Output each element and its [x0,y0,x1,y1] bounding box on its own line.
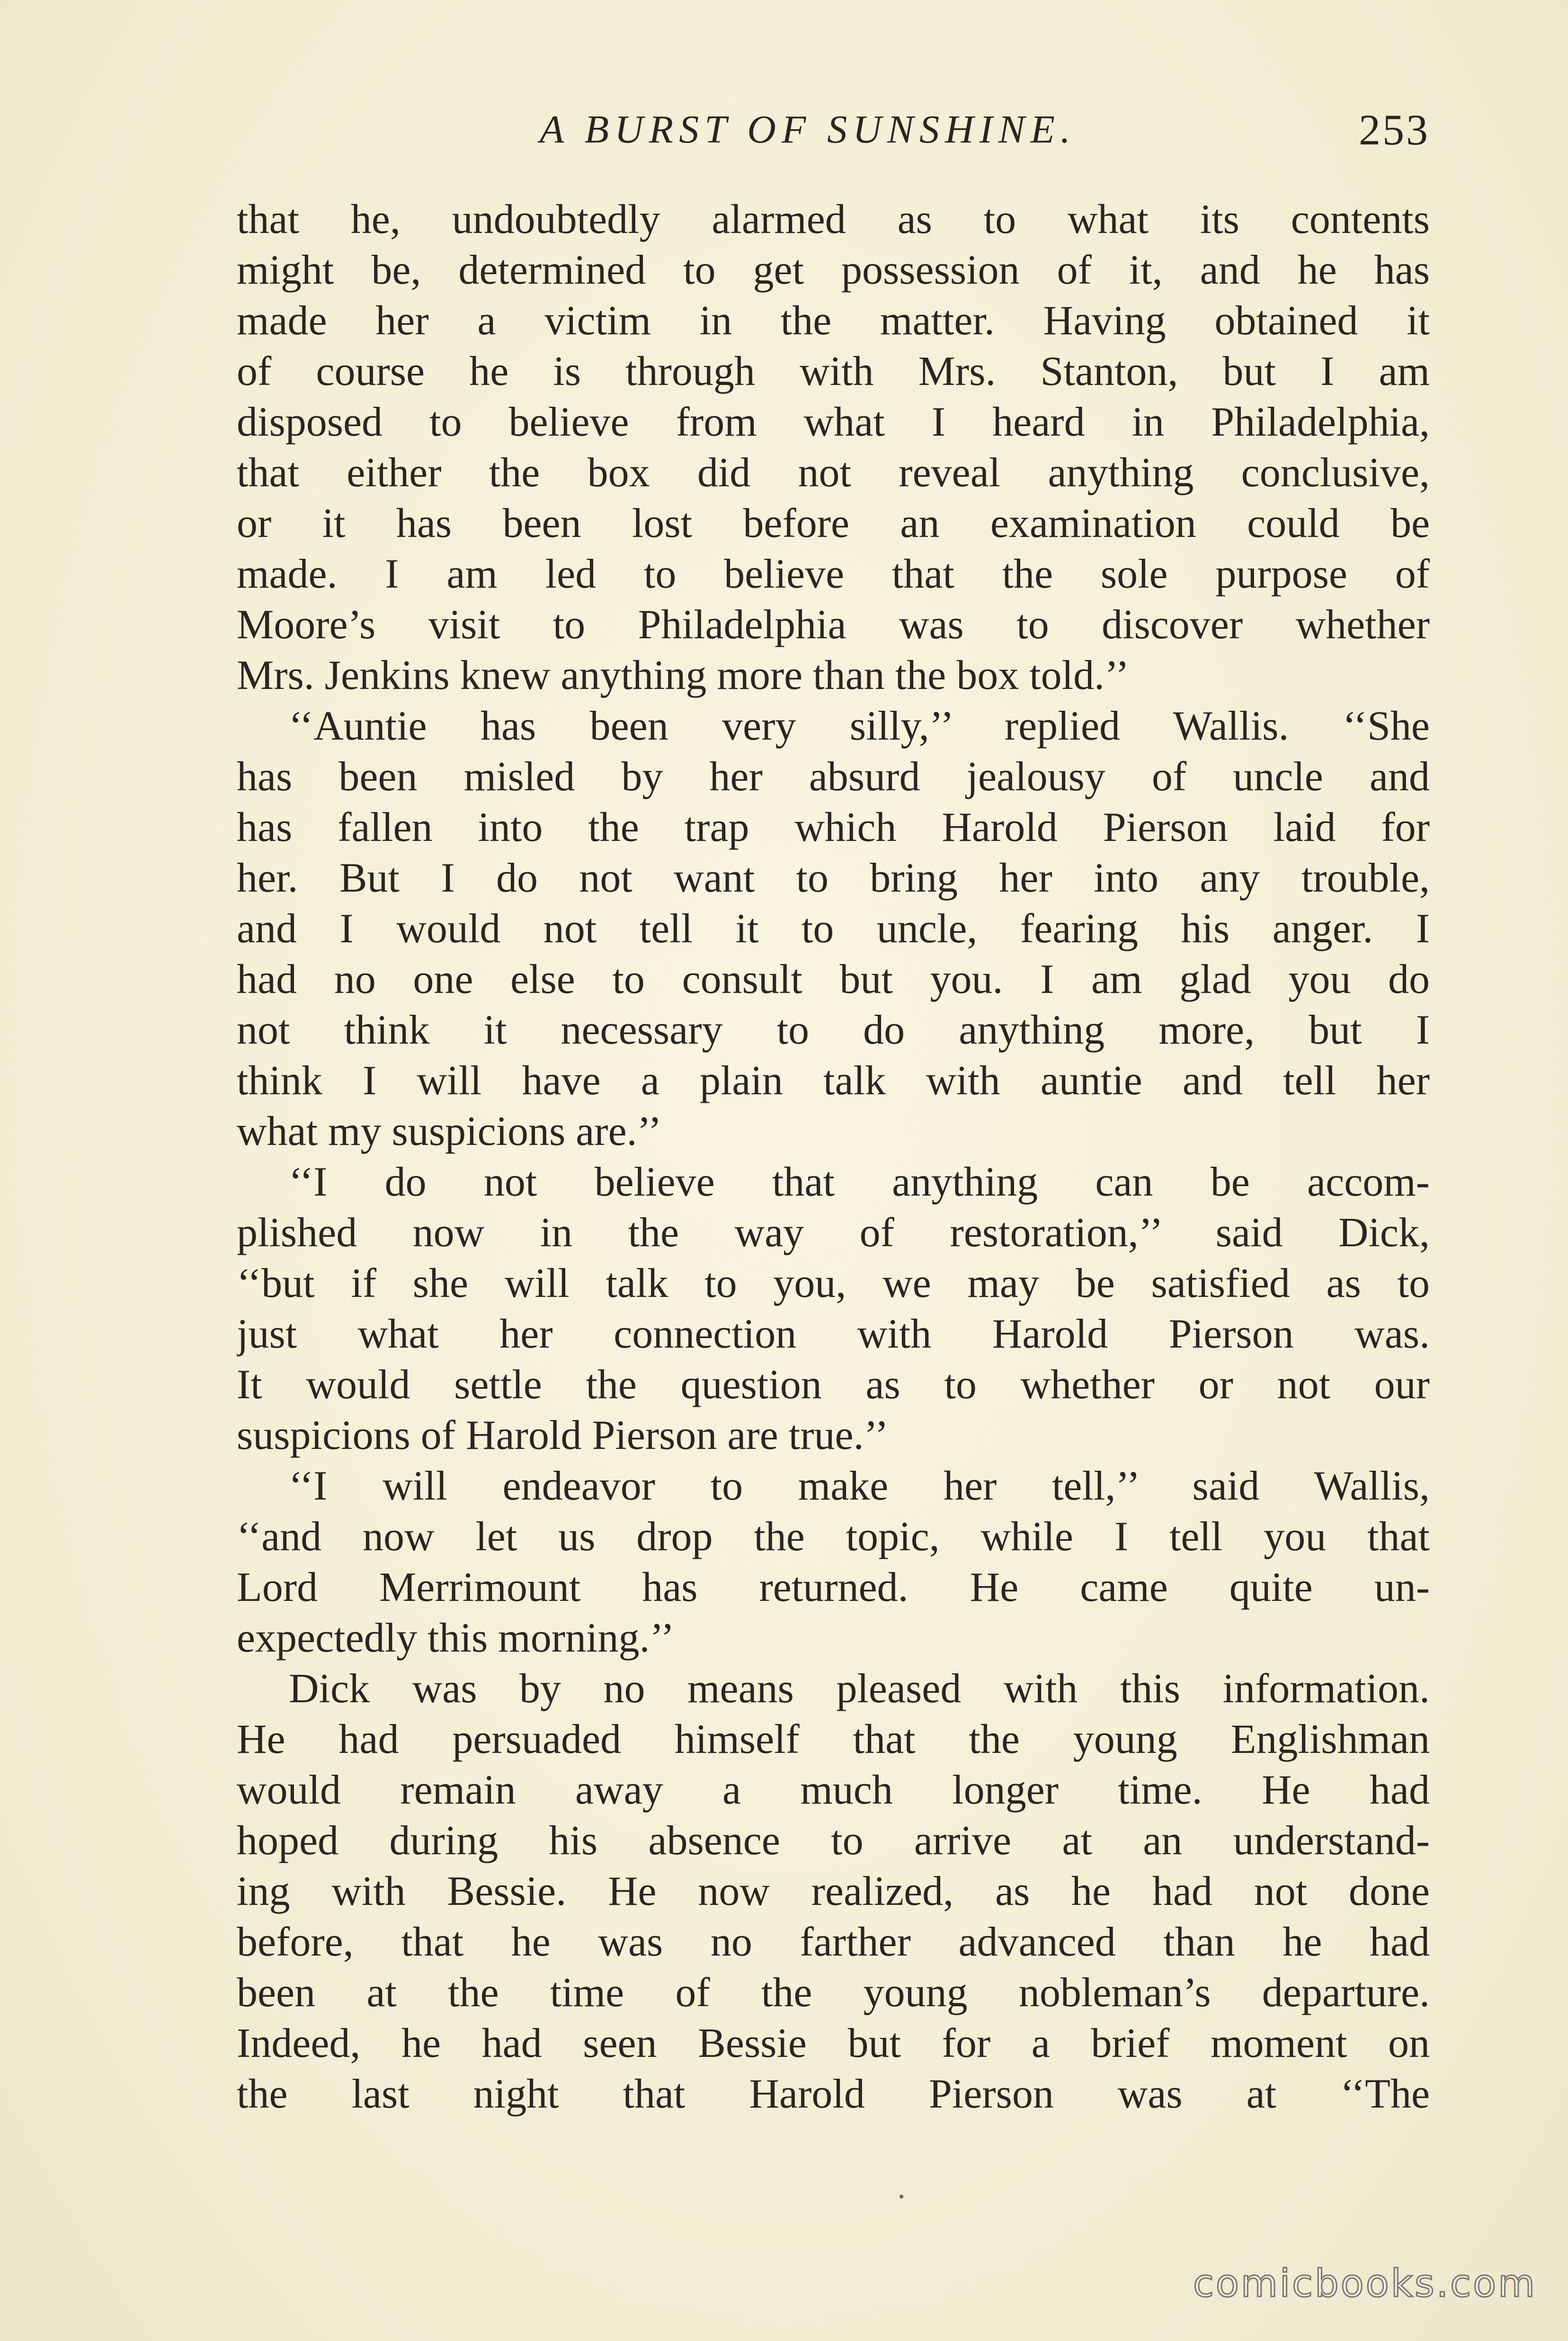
text-line: ing with Bessie. He now realized, as he had not done [237,1868,1430,1914]
text-line: ‘‘I will endeavor to make her tell,’’ said Wallis, [289,1463,1430,1509]
text-line: might be, determined to get possession of it, and he has [237,247,1430,293]
text-line: ‘‘I do not believe that anything can be accom- [289,1159,1430,1205]
text-line: ‘‘Auntie has been very silly,’’ replied Wallis. ‘‘She [289,703,1430,749]
text-line: Lord Merrimount has returned. He came quite un- [237,1564,1430,1610]
text-line: been at the time of the young nobleman’s departure. [237,1970,1430,2016]
text-line: before, that he was no farther advanced than he had [237,1919,1430,1965]
text-line: plished now in the way of restoration,’’ said Dick, [237,1210,1430,1256]
text-line: made. I am led to believe that the sole purpose of [237,551,1430,597]
text-line: ‘‘and now let us drop the topic, while I tell you that [237,1514,1430,1560]
text-line: Dick was by no means pleased with this information. [289,1666,1430,1712]
text-line: the last night that Harold Pierson was at ‘‘The [237,2071,1430,2117]
text-line: He had persuaded himself that the young Englishman [237,1716,1430,1762]
text-line: what my suspicions are.’’ [237,1108,662,1154]
running-title: A BURST OF SUNSHINE. [540,107,1076,152]
page-number: 253 [1359,106,1430,154]
text-line: hoped during his absence to arrive at an understand- [237,1818,1430,1864]
text-line: It would settle the question as to whether or not our [237,1362,1430,1408]
text-line: suspicions of Harold Pierson are true.’’ [237,1412,889,1458]
ink-speck [900,2195,903,2198]
text-line: her. But I do not want to bring her into any trouble, [237,855,1430,901]
text-line: that he, undoubtedly alarmed as to what its contents [237,197,1430,242]
running-head [237,107,1430,159]
text-line: just what her connection with Harold Pierson was. [237,1311,1430,1357]
watermark: comicbooks.com [1193,2261,1537,2305]
text-line: would remain away a much longer time. He had [237,1767,1430,1813]
text-line: of course he is through with Mrs. Stanton, but I am [237,348,1430,394]
text-line: has fallen into the trap which Harold Pierson laid for [237,804,1430,850]
text-line: expectedly this morning.’’ [237,1615,675,1661]
text-line: made her a victim in the matter. Having obtained it [237,298,1430,344]
text-line: disposed to believe from what I heard in Philadelphia, [237,399,1430,445]
body-text [237,194,1430,2119]
text-line: Indeed, he had seen Bessie but for a brief moment on [237,2020,1430,2066]
text-line: had no one else to consult but you. I am glad you do [237,956,1430,1002]
text-line: not think it necessary to do anything more, but I [237,1007,1430,1053]
text-line: has been misled by her absurd jealousy of uncle and [237,754,1430,800]
text-line: Mrs. Jenkins knew anything more than the box told.’’ [237,652,1130,698]
text-line: that either the box did not reveal anything conclusive, [237,450,1430,496]
text-line: ‘‘but if she will talk to you, we may be satisfied as to [237,1260,1430,1306]
text-line: think I will have a plain talk with auntie and tell her [237,1058,1430,1104]
text-line: Moore’s visit to Philadelphia was to discover whether [237,602,1430,648]
text-line: and I would not tell it to uncle, fearing his anger. I [237,906,1430,952]
text-line: or it has been lost before an examination could be [237,500,1430,546]
